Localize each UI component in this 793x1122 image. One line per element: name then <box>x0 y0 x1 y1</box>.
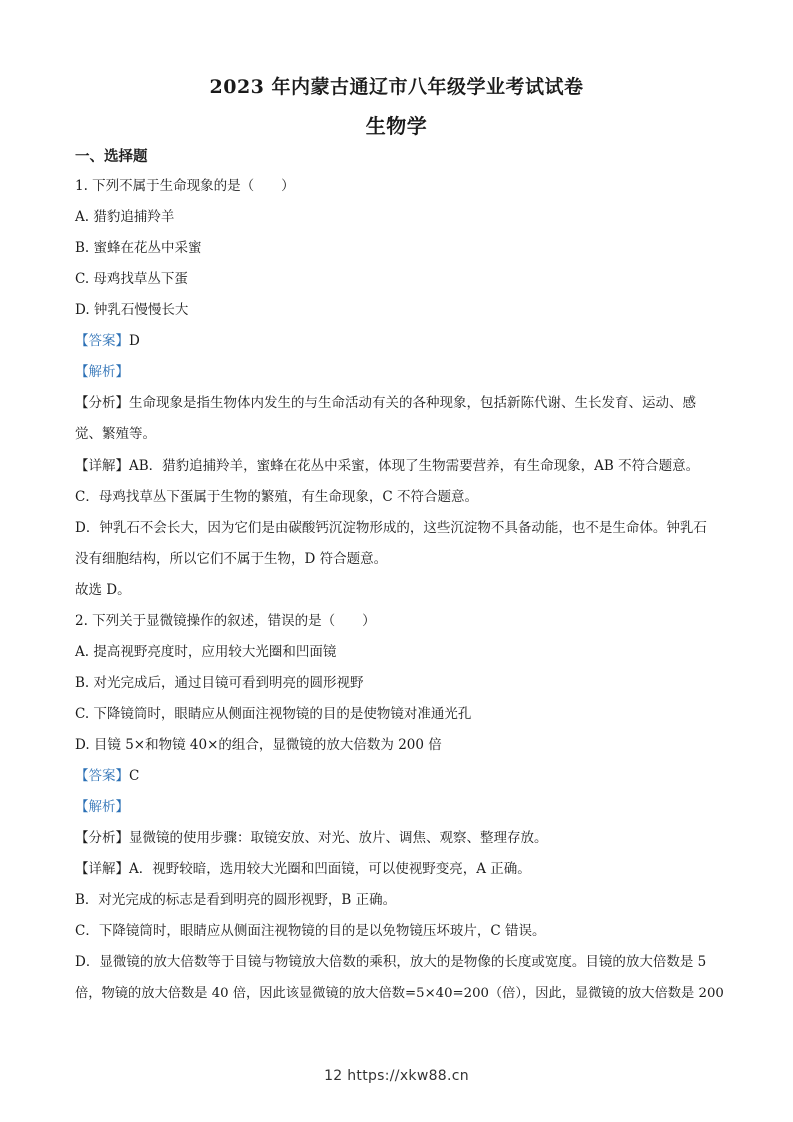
xiangjie-text: AB．猎豹追捕羚羊，蜜蜂在花丛中采蜜，体现了生物需要营养，有生命现象，AB 不符合题意。 <box>129 458 700 474</box>
answer-tag: 【答案】 <box>75 768 129 784</box>
q2-answer <box>75 766 725 786</box>
q2-xiangjie-line-4: D．显微镜的放大倍数等于目镜与物镜放大倍数的乘积，放大的是物像的长度或宽度。目镜的放大倍数是 5 <box>75 954 707 970</box>
q1-xiangjie-line-3: D．钟乳石不会长大，因为它们是由碳酸钙沉淀物形成的，这些沉淀物不具备动能，也不是生命体。钟乳石 <box>75 520 707 536</box>
jiexi-tag: 【解析】 <box>75 799 129 815</box>
question-2-stem: 2. 下列关于显微镜操作的叙述，错误的是（ ） <box>75 613 376 629</box>
q1-fenxi-line-2: 觉、繁殖等。 <box>75 426 156 442</box>
q2-xiangjie-line-5: 倍，物镜的放大倍数是 40 倍，因此该显微镜的放大倍数=5×40=200（倍），因此，显微镜的放大倍数是 200 <box>75 986 724 1001</box>
q2-jiexi <box>75 797 725 817</box>
q2-xiangjie-line-1 <box>75 859 725 879</box>
q1-fenxi-line-1 <box>75 393 725 413</box>
q1-option-a: A. 猎豹追捕羚羊 <box>75 209 175 225</box>
q2-xiangjie-line-2: B．对光完成的标志是看到明亮的圆形视野，B 正确。 <box>75 892 397 908</box>
xiangjie-tag: 【详解】 <box>75 861 129 877</box>
q2-xiangjie-line-3: C．下降镜筒时，眼睛应从侧面注视物镜的目的是以免物镜压坏玻片，C 错误。 <box>75 923 546 939</box>
q1-xiangjie-line-1 <box>75 456 725 476</box>
q1-option-d: D. 钟乳石慢慢长大 <box>75 302 189 318</box>
answer-tag: 【答案】 <box>75 333 129 349</box>
q1-xiangjie-line-4: 没有细胞结构，所以它们不属于生物，D 符合题意。 <box>75 551 388 567</box>
page-subtitle: 生物学 <box>365 114 428 138</box>
page-title: 2023 年内蒙古通辽市八年级学业考试试卷 <box>209 76 584 98</box>
q2-fenxi-line-1 <box>75 828 725 848</box>
q2-option-c: C. 下降镜筒时，眼睛应从侧面注视物镜的目的是使物镜对准通光孔 <box>75 706 472 722</box>
fenxi-text: 生命现象是指生物体内发生的与生命活动有关的各种现象，包括新陈代谢、生长发育、运动、感 <box>129 395 696 411</box>
q1-conclusion: 故选 D。 <box>75 582 131 598</box>
xiangjie-tag: 【详解】 <box>75 458 129 474</box>
fenxi-tag: 【分析】 <box>75 830 129 846</box>
xiangjie-text: A．视野较暗，选用较大光圈和凹面镜，可以使视野变亮，A 正确。 <box>129 861 531 877</box>
fenxi-tag: 【分析】 <box>75 395 129 411</box>
q1-jiexi <box>75 362 725 382</box>
fenxi-text: 显微镜的使用步骤：取镜安放、对光、放片、调焦、观察、整理存放。 <box>129 830 548 846</box>
q1-option-c: C. 母鸡找草丛下蛋 <box>75 271 188 287</box>
q2-option-d: D. 目镜 5×和物镜 40×的组合，显微镜的放大倍数为 200 倍 <box>75 737 442 753</box>
question-1-stem: 1. 下列不属于生命现象的是（ ） <box>75 178 295 194</box>
q2-option-b: B. 对光完成后，通过目镜可看到明亮的圆形视野 <box>75 675 364 691</box>
q1-option-b: B. 蜜蜂在花丛中采蜜 <box>75 240 202 256</box>
page-footer: 12 https://xkw88.cn <box>324 1068 469 1084</box>
answer-value: D <box>129 333 140 349</box>
q1-answer <box>75 331 725 351</box>
section-heading: 一、选择题 <box>75 148 148 165</box>
jiexi-tag: 【解析】 <box>75 364 129 380</box>
q1-xiangjie-line-2: C．母鸡找草丛下蛋属于生物的繁殖，有生命现象，C 不符合题意。 <box>75 489 478 505</box>
answer-value: C <box>129 768 140 784</box>
q2-option-a: A. 提高视野亮度时，应用较大光圈和凹面镜 <box>75 644 337 660</box>
